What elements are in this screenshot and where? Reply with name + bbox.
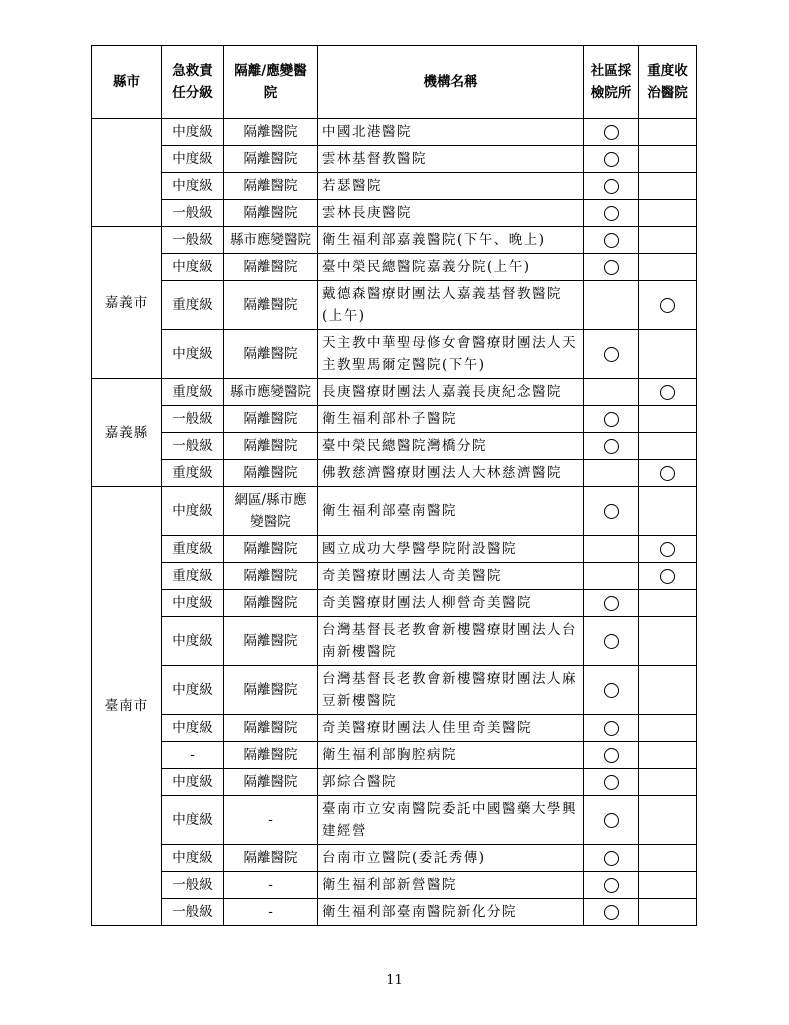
level-cell: 中度級 bbox=[162, 715, 224, 742]
level-cell: 重度級 bbox=[162, 281, 224, 330]
circle-mark-icon bbox=[604, 634, 619, 649]
table-row bbox=[92, 460, 697, 487]
type-cell: - bbox=[224, 872, 318, 899]
level-cell: 一般級 bbox=[162, 200, 224, 227]
level-cell: 中度級 bbox=[162, 254, 224, 281]
circle-mark-icon bbox=[604, 851, 619, 866]
table-row bbox=[92, 146, 697, 173]
community-mark-cell bbox=[584, 227, 639, 254]
hospital-table bbox=[91, 45, 697, 926]
severe-mark-cell bbox=[639, 536, 697, 563]
type-cell: 隔離醫院 bbox=[224, 406, 318, 433]
county-cell: 嘉義縣 bbox=[92, 379, 162, 487]
type-cell: 隔離醫院 bbox=[224, 146, 318, 173]
table-row bbox=[92, 173, 697, 200]
severe-mark-cell bbox=[639, 617, 697, 666]
type-cell: 隔離醫院 bbox=[224, 617, 318, 666]
level-cell: 中度級 bbox=[162, 146, 224, 173]
severe-mark-cell bbox=[639, 563, 697, 590]
community-mark-cell bbox=[584, 536, 639, 563]
institution-name-cell: 郭綜合醫院 bbox=[318, 769, 584, 796]
institution-name-cell: 衛生福利部嘉義醫院(下午、晚上) bbox=[318, 227, 584, 254]
severe-mark-cell bbox=[639, 796, 697, 845]
level-cell: 一般級 bbox=[162, 406, 224, 433]
table-row bbox=[92, 433, 697, 460]
community-mark-cell bbox=[584, 742, 639, 769]
header-name: 機構名稱 bbox=[318, 46, 584, 119]
table-row bbox=[92, 796, 697, 845]
community-mark-cell bbox=[584, 590, 639, 617]
community-mark-cell bbox=[584, 173, 639, 200]
level-cell: 重度級 bbox=[162, 379, 224, 406]
severe-mark-cell bbox=[639, 330, 697, 379]
community-mark-cell bbox=[584, 460, 639, 487]
institution-name-cell: 台灣基督長老教會新樓醫療財團法人麻豆新樓醫院 bbox=[318, 666, 584, 715]
institution-name-cell: 台灣基督長老教會新樓醫療財團法人台南新樓醫院 bbox=[318, 617, 584, 666]
table-body bbox=[92, 119, 697, 926]
institution-name-cell: 天主教中華聖母修女會醫療財團法人天主教聖馬爾定醫院(下午) bbox=[318, 330, 584, 379]
severe-mark-cell bbox=[639, 254, 697, 281]
circle-mark-icon bbox=[660, 542, 675, 557]
community-mark-cell bbox=[584, 872, 639, 899]
community-mark-cell bbox=[584, 563, 639, 590]
institution-name-cell: 長庚醫療財團法人嘉義長庚紀念醫院 bbox=[318, 379, 584, 406]
level-cell: 重度級 bbox=[162, 460, 224, 487]
institution-name-cell: 台南市立醫院(委託秀傳) bbox=[318, 845, 584, 872]
institution-name-cell: 臺南市立安南醫院委託中國醫藥大學興建經營 bbox=[318, 796, 584, 845]
circle-mark-icon bbox=[660, 385, 675, 400]
county-cell: 臺南市 bbox=[92, 487, 162, 926]
institution-name-cell: 奇美醫療財團法人柳營奇美醫院 bbox=[318, 590, 584, 617]
table-row bbox=[92, 487, 697, 536]
institution-name-cell: 奇美醫療財團法人奇美醫院 bbox=[318, 563, 584, 590]
type-cell: 隔離醫院 bbox=[224, 330, 318, 379]
table-row bbox=[92, 563, 697, 590]
type-cell: 隔離醫院 bbox=[224, 769, 318, 796]
community-mark-cell bbox=[584, 617, 639, 666]
type-cell: 縣市應變醫院 bbox=[224, 227, 318, 254]
circle-mark-icon bbox=[604, 721, 619, 736]
level-cell: 中度級 bbox=[162, 769, 224, 796]
type-cell: 隔離醫院 bbox=[224, 666, 318, 715]
county-cell: 嘉義市 bbox=[92, 227, 162, 379]
type-cell: 隔離醫院 bbox=[224, 254, 318, 281]
level-cell: - bbox=[162, 742, 224, 769]
type-cell: 隔離醫院 bbox=[224, 433, 318, 460]
circle-mark-icon bbox=[660, 569, 675, 584]
level-cell: 中度級 bbox=[162, 617, 224, 666]
severe-mark-cell bbox=[639, 406, 697, 433]
community-mark-cell bbox=[584, 715, 639, 742]
level-cell: 一般級 bbox=[162, 433, 224, 460]
circle-mark-icon bbox=[604, 504, 619, 519]
type-cell: 隔離醫院 bbox=[224, 281, 318, 330]
circle-mark-icon bbox=[604, 347, 619, 362]
level-cell: 一般級 bbox=[162, 899, 224, 926]
circle-mark-icon bbox=[660, 298, 675, 313]
level-cell: 重度級 bbox=[162, 563, 224, 590]
community-mark-cell bbox=[584, 379, 639, 406]
type-cell: 隔離醫院 bbox=[224, 460, 318, 487]
table-row bbox=[92, 379, 697, 406]
institution-name-cell: 雲林基督教醫院 bbox=[318, 146, 584, 173]
community-mark-cell bbox=[584, 119, 639, 146]
circle-mark-icon bbox=[604, 813, 619, 828]
level-cell: 中度級 bbox=[162, 845, 224, 872]
community-mark-cell bbox=[584, 254, 639, 281]
institution-name-cell: 衛生福利部臺南醫院新化分院 bbox=[318, 899, 584, 926]
level-cell: 一般級 bbox=[162, 227, 224, 254]
county-cell bbox=[92, 119, 162, 227]
circle-mark-icon bbox=[604, 152, 619, 167]
type-cell: 隔離醫院 bbox=[224, 715, 318, 742]
table-row bbox=[92, 617, 697, 666]
table-row bbox=[92, 590, 697, 617]
table-row bbox=[92, 769, 697, 796]
table-row bbox=[92, 872, 697, 899]
level-cell: 中度級 bbox=[162, 119, 224, 146]
table-row bbox=[92, 742, 697, 769]
table-row bbox=[92, 845, 697, 872]
institution-name-cell: 戴德森醫療財團法人嘉義基督教醫院(上午) bbox=[318, 281, 584, 330]
table-row bbox=[92, 715, 697, 742]
community-mark-cell bbox=[584, 487, 639, 536]
header-community: 社區採檢院所 bbox=[584, 46, 639, 119]
type-cell: 隔離醫院 bbox=[224, 590, 318, 617]
type-cell: 隔離醫院 bbox=[224, 845, 318, 872]
severe-mark-cell bbox=[639, 590, 697, 617]
severe-mark-cell bbox=[639, 845, 697, 872]
community-mark-cell bbox=[584, 845, 639, 872]
level-cell: 一般級 bbox=[162, 872, 224, 899]
circle-mark-icon bbox=[604, 748, 619, 763]
type-cell: 網區/縣市應變醫院 bbox=[224, 487, 318, 536]
level-cell: 重度級 bbox=[162, 536, 224, 563]
institution-name-cell: 佛教慈濟醫療財團法人大林慈濟醫院 bbox=[318, 460, 584, 487]
circle-mark-icon bbox=[604, 206, 619, 221]
severe-mark-cell bbox=[639, 769, 697, 796]
header-level: 急救責任分級 bbox=[162, 46, 224, 119]
table-row bbox=[92, 227, 697, 254]
circle-mark-icon bbox=[604, 775, 619, 790]
circle-mark-icon bbox=[604, 596, 619, 611]
community-mark-cell bbox=[584, 899, 639, 926]
table-row bbox=[92, 254, 697, 281]
severe-mark-cell bbox=[639, 119, 697, 146]
severe-mark-cell bbox=[639, 487, 697, 536]
table-row bbox=[92, 899, 697, 926]
circle-mark-icon bbox=[604, 683, 619, 698]
level-cell: 中度級 bbox=[162, 330, 224, 379]
severe-mark-cell bbox=[639, 460, 697, 487]
circle-mark-icon bbox=[604, 233, 619, 248]
community-mark-cell bbox=[584, 281, 639, 330]
type-cell: 隔離醫院 bbox=[224, 173, 318, 200]
institution-name-cell: 臺中榮民總醫院灣橋分院 bbox=[318, 433, 584, 460]
community-mark-cell bbox=[584, 146, 639, 173]
type-cell: - bbox=[224, 899, 318, 926]
severe-mark-cell bbox=[639, 899, 697, 926]
level-cell: 中度級 bbox=[162, 173, 224, 200]
community-mark-cell bbox=[584, 433, 639, 460]
type-cell: 隔離醫院 bbox=[224, 536, 318, 563]
severe-mark-cell bbox=[639, 200, 697, 227]
level-cell: 中度級 bbox=[162, 487, 224, 536]
institution-name-cell: 衛生福利部胸腔病院 bbox=[318, 742, 584, 769]
severe-mark-cell bbox=[639, 666, 697, 715]
type-cell: 隔離醫院 bbox=[224, 563, 318, 590]
institution-name-cell: 衛生福利部朴子醫院 bbox=[318, 406, 584, 433]
type-cell: - bbox=[224, 796, 318, 845]
severe-mark-cell bbox=[639, 715, 697, 742]
level-cell: 中度級 bbox=[162, 796, 224, 845]
circle-mark-icon bbox=[604, 878, 619, 893]
severe-mark-cell bbox=[639, 742, 697, 769]
severe-mark-cell bbox=[639, 379, 697, 406]
table-row bbox=[92, 119, 697, 146]
community-mark-cell bbox=[584, 200, 639, 227]
community-mark-cell bbox=[584, 796, 639, 845]
institution-name-cell: 雲林長庚醫院 bbox=[318, 200, 584, 227]
community-mark-cell bbox=[584, 666, 639, 715]
type-cell: 隔離醫院 bbox=[224, 742, 318, 769]
community-mark-cell bbox=[584, 330, 639, 379]
institution-name-cell: 國立成功大學醫學院附設醫院 bbox=[318, 536, 584, 563]
table-row bbox=[92, 536, 697, 563]
severe-mark-cell bbox=[639, 227, 697, 254]
circle-mark-icon bbox=[604, 125, 619, 140]
header-county: 縣市 bbox=[92, 46, 162, 119]
institution-name-cell: 臺中榮民總醫院嘉義分院(上午) bbox=[318, 254, 584, 281]
level-cell: 中度級 bbox=[162, 666, 224, 715]
institution-name-cell: 奇美醫療財團法人佳里奇美醫院 bbox=[318, 715, 584, 742]
table-row bbox=[92, 330, 697, 379]
community-mark-cell bbox=[584, 769, 639, 796]
community-mark-cell bbox=[584, 406, 639, 433]
header-severe: 重度收治醫院 bbox=[639, 46, 697, 119]
institution-name-cell: 若瑟醫院 bbox=[318, 173, 584, 200]
severe-mark-cell bbox=[639, 146, 697, 173]
circle-mark-icon bbox=[660, 466, 675, 481]
severe-mark-cell bbox=[639, 433, 697, 460]
circle-mark-icon bbox=[604, 439, 619, 454]
severe-mark-cell bbox=[639, 872, 697, 899]
institution-name-cell: 衛生福利部新營醫院 bbox=[318, 872, 584, 899]
table-row bbox=[92, 281, 697, 330]
severe-mark-cell bbox=[639, 281, 697, 330]
table-row bbox=[92, 200, 697, 227]
severe-mark-cell bbox=[639, 173, 697, 200]
circle-mark-icon bbox=[604, 260, 619, 275]
circle-mark-icon bbox=[604, 179, 619, 194]
circle-mark-icon bbox=[604, 905, 619, 920]
header-type: 隔離/應變醫院 bbox=[224, 46, 318, 119]
level-cell: 中度級 bbox=[162, 590, 224, 617]
institution-name-cell: 中國北港醫院 bbox=[318, 119, 584, 146]
table-row bbox=[92, 666, 697, 715]
type-cell: 隔離醫院 bbox=[224, 200, 318, 227]
type-cell: 隔離醫院 bbox=[224, 119, 318, 146]
circle-mark-icon bbox=[604, 412, 619, 427]
institution-name-cell: 衛生福利部臺南醫院 bbox=[318, 487, 584, 536]
table-row bbox=[92, 406, 697, 433]
table-header-row bbox=[92, 46, 697, 119]
page-number: 11 bbox=[386, 973, 403, 988]
type-cell: 縣市應變醫院 bbox=[224, 379, 318, 406]
